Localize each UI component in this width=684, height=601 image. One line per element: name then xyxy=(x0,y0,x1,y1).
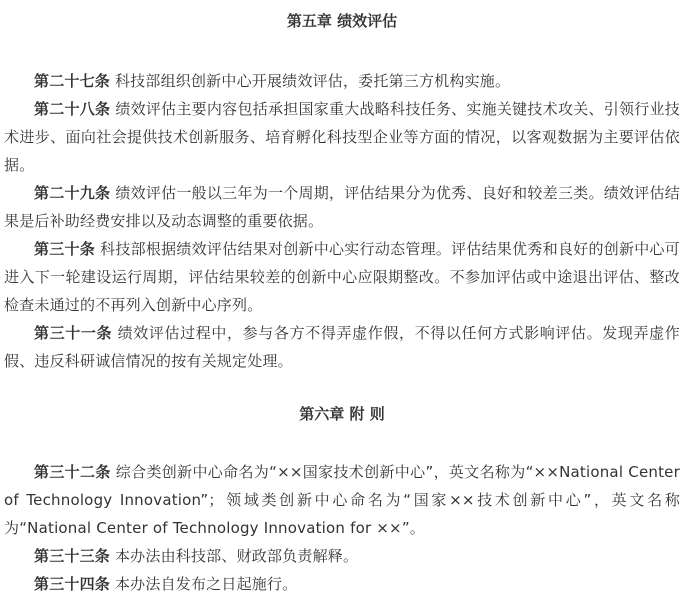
chapter-6-title: 第六章 附 则 xyxy=(299,405,385,423)
article-31 xyxy=(4,319,680,375)
article-text: 绩效评估一般以三年为一个周期，评估结果分为优秀、良好和较差三类。绩效评估结果是后补助经费安排以及动态调整的重要依据。 xyxy=(4,184,680,230)
article-text: 绩效评估过程中，参与各方不得弄虚作假，不得以任何方式影响评估。发现弄虚作假、违反科研诚信情况的按有关规定处理。 xyxy=(4,324,680,370)
article-number: 第二十九条 xyxy=(34,184,111,202)
article-33 xyxy=(4,542,680,570)
article-30 xyxy=(4,235,680,319)
chapter-5-title: 第五章 绩效评估 xyxy=(286,12,398,30)
article-28 xyxy=(4,95,680,179)
chapter-6-body xyxy=(4,458,680,598)
article-number: 第三十三条 xyxy=(34,547,111,565)
article-number: 第二十八条 xyxy=(34,100,111,118)
article-text: 科技部组织创新中心开展绩效评估，委托第三方机构实施。 xyxy=(110,72,511,90)
article-27 xyxy=(4,67,680,95)
article-number: 第二十七条 xyxy=(34,72,111,90)
article-number: 第三十二条 xyxy=(34,463,111,481)
article-29 xyxy=(4,179,680,235)
article-number: 第三十条 xyxy=(34,240,96,258)
article-number: 第三十一条 xyxy=(34,324,113,342)
article-text: 科技部根据绩效评估结果对创新中心实行动态管理。评估结果优秀和良好的创新中心可进入下一轮建设运行周期，评估结果较差的创新中心应限期整改。不参加评估或中途退出评估、整改检查未通过的不再列入创新中心序列。 xyxy=(4,240,680,314)
article-32 xyxy=(4,458,680,542)
chapter-5-body xyxy=(4,67,680,375)
article-34 xyxy=(4,570,680,598)
article-number: 第三十四条 xyxy=(34,575,111,593)
article-text: 本办法自发布之日起施行。 xyxy=(110,575,298,593)
article-text: 本办法由科技部、财政部负责解释。 xyxy=(110,547,359,565)
article-text: 综合类创新中心命名为“××国家技术创新中心”，英文名称为“××National Center of Technology Innovation”；领域类创新中心命名为“国家××技术创新中心”，英文名称为“National Center of Technology Innovation for ××”。 xyxy=(4,463,680,537)
article-text: 绩效评估主要内容包括承担国家重大战略科技任务、实施关键技术攻关、引领行业技术进步、面向社会提供技术创新服务、培育孵化科技型企业等方面的情况，以客观数据为主要评估依据。 xyxy=(4,100,680,174)
